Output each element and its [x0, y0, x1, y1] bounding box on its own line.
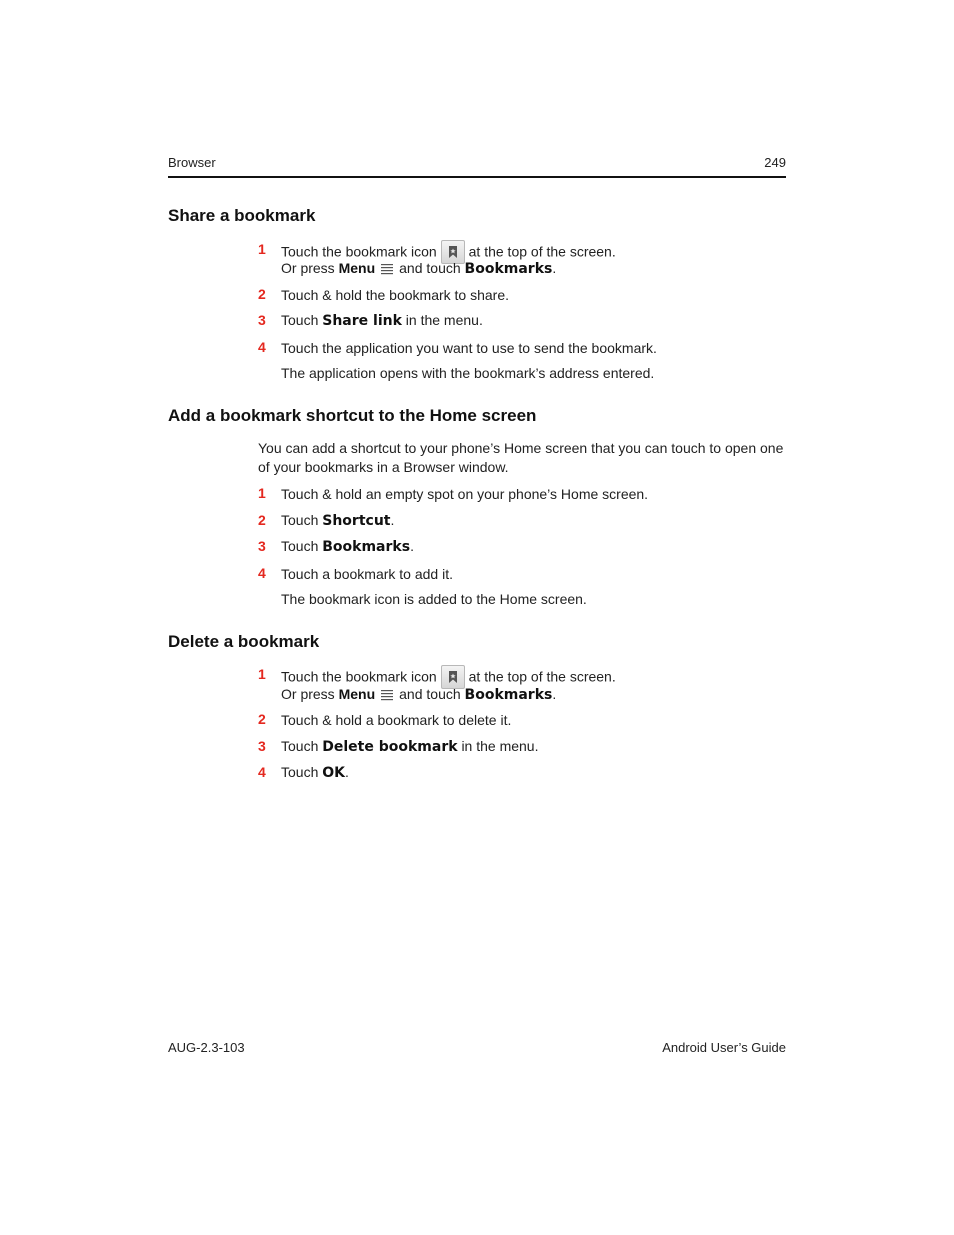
step-text	[281, 511, 394, 530]
step-text-part: Touch	[281, 312, 319, 328]
step-note: The application opens with the bookmark’s address entered.	[281, 365, 655, 381]
step-text-part: and touch	[399, 686, 461, 702]
step-number: 3	[258, 538, 266, 554]
step-text	[281, 537, 414, 556]
punctuation: .	[552, 260, 557, 276]
ok-label: OK	[322, 765, 345, 781]
step-number: 1	[258, 666, 266, 682]
step-text: Touch the application you want to use to send the bookmark.	[281, 340, 657, 356]
punctuation: .	[410, 538, 414, 554]
step-text-line2	[281, 685, 556, 704]
step-number: 4	[258, 565, 266, 581]
footer-doc-id: AUG-2.3-103	[168, 1040, 245, 1055]
step-text	[281, 311, 483, 330]
step-text-part: Touch the bookmark icon	[281, 243, 437, 260]
running-header-section: Browser	[168, 155, 216, 170]
punctuation: .	[345, 764, 349, 780]
step-text-part: Touch	[281, 764, 319, 780]
step-text: Touch & hold a bookmark to delete it.	[281, 712, 512, 728]
step-text-part: Touch	[281, 738, 319, 754]
step-number: 3	[258, 738, 266, 754]
step-text-part: Or press	[281, 686, 335, 702]
section-title-add-shortcut: Add a bookmark shortcut to the Home screen	[168, 406, 537, 425]
step-number: 2	[258, 286, 266, 302]
step-text-part: in the menu.	[405, 312, 483, 328]
bookmarks-label: Bookmarks	[464, 687, 553, 703]
step-number: 1	[258, 241, 266, 257]
menu-label: Menu	[338, 260, 376, 276]
punctuation: .	[552, 686, 557, 702]
step-text-part: at the top of the screen.	[468, 243, 616, 260]
step-text-part: Touch	[281, 512, 319, 528]
step-text: Touch & hold the bookmark to share.	[281, 287, 510, 303]
step-number: 3	[258, 312, 266, 328]
menu-icon	[379, 688, 395, 702]
bookmarks-label: Bookmarks	[464, 261, 553, 277]
step-text	[281, 763, 349, 782]
step-number: 2	[258, 711, 266, 727]
step-text-part: Touch	[281, 538, 319, 554]
section-intro: You can add a shortcut to your phone’s Home screen that you can touch to open one of your bookmarks in a Browser window.	[258, 440, 784, 475]
step-number: 4	[258, 764, 266, 780]
punctuation: .	[390, 512, 395, 528]
step-text: Touch & hold an empty spot on your phone’s Home screen.	[281, 486, 649, 502]
menu-icon	[379, 262, 395, 276]
step-text-part: at the top of the screen.	[468, 668, 616, 685]
step-number: 2	[258, 512, 266, 528]
section-title-share-bookmark: Share a bookmark	[168, 206, 316, 225]
step-text-part: and touch	[399, 260, 461, 276]
step-text-line2	[281, 259, 556, 278]
step-text-part: Or press	[281, 260, 335, 276]
share-link-label: Share link	[322, 313, 402, 329]
step-text-part: Touch the bookmark icon	[281, 668, 437, 685]
step-text	[281, 737, 539, 756]
step-text-part: in the menu.	[461, 738, 539, 754]
header-rule	[168, 176, 786, 178]
shortcut-label: Shortcut	[322, 513, 391, 529]
delete-bookmark-label: Delete bookmark	[322, 739, 458, 755]
section-title-delete-bookmark: Delete a bookmark	[168, 632, 320, 651]
step-number: 1	[258, 485, 266, 501]
page-number: 249	[764, 155, 786, 170]
footer-guide-title: Android User’s Guide	[662, 1040, 786, 1055]
step-number: 4	[258, 339, 266, 355]
bookmarks-label: Bookmarks	[322, 539, 411, 555]
step-text: Touch a bookmark to add it.	[281, 566, 453, 582]
menu-label: Menu	[338, 686, 376, 702]
step-note: The bookmark icon is added to the Home screen.	[281, 591, 587, 607]
